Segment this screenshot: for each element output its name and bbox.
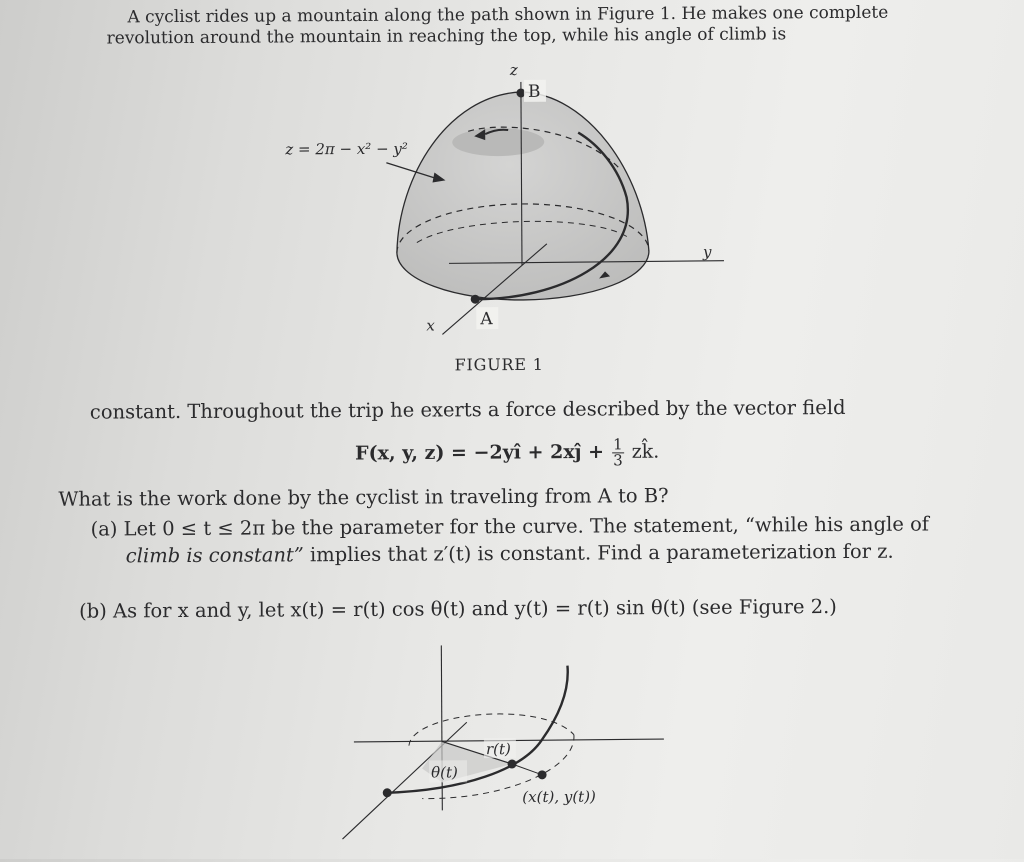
figure-1-caption: FIGURE 1 [454, 354, 544, 375]
part-a-rest: implies that z′(t) is constant. Find a parameterization for z. [303, 539, 894, 567]
fig2-label-r: r(t) [485, 740, 511, 759]
fig2-mid-dot [508, 759, 517, 768]
intro-line-2: revolution around the mountain in reaching the top, while his angle of climb is [106, 24, 787, 49]
question-line: What is the work done by the cyclist in traveling from A to B? [58, 484, 669, 511]
figure-1 [0, 0, 1024, 383]
fig2-point-dot [538, 770, 547, 779]
fig2-vertical-axis [441, 645, 442, 810]
force-lhs: F(x, y, z) = −2yî + 2xĵ + [355, 440, 605, 465]
force-tail: zk̂. [631, 440, 660, 463]
point-a-dot [471, 295, 480, 304]
fig2-projection-line [512, 764, 542, 775]
axis-y-label: y [702, 242, 712, 261]
force-fraction [612, 437, 624, 468]
axis-x-label: x [426, 316, 435, 335]
part-a-italic: climb is constant” [125, 543, 304, 568]
fig2-label-point: (x(t), y(t)) [522, 787, 596, 806]
part-b-line: (b) As for x and y, let x(t) = r(t) cos θ(t) and y(t) = r(t) sin θ(t) (see Figure 2.) [79, 595, 837, 623]
surface-equation: z = 2π − x² − y² [285, 139, 408, 159]
fig2-label-theta: θ(t) [431, 763, 458, 782]
part-a-line-1: (a) Let 0 ≤ t ≤ 2π be the parameter for the curve. The statement, “while his angle of [90, 512, 930, 541]
point-b-label: B [527, 81, 541, 102]
fig2-start-dot [383, 788, 392, 797]
point-a-label: A [480, 309, 493, 330]
fraction-numerator: 1 [613, 435, 623, 454]
constant-line: constant. Throughout the trip he exerts a force described by the vector field [89, 395, 846, 424]
paraboloid-surface [396, 91, 649, 301]
intro-line-1: A cyclist rides up a mountain along the path shown in Figure 1. He makes one complete [127, 2, 889, 28]
fraction-denominator: 3 [613, 451, 623, 470]
axis-z-label: z [509, 60, 518, 80]
figure-2 [1, 627, 1024, 862]
part-a-line-2 [126, 540, 894, 568]
force-field-equation [355, 437, 659, 470]
